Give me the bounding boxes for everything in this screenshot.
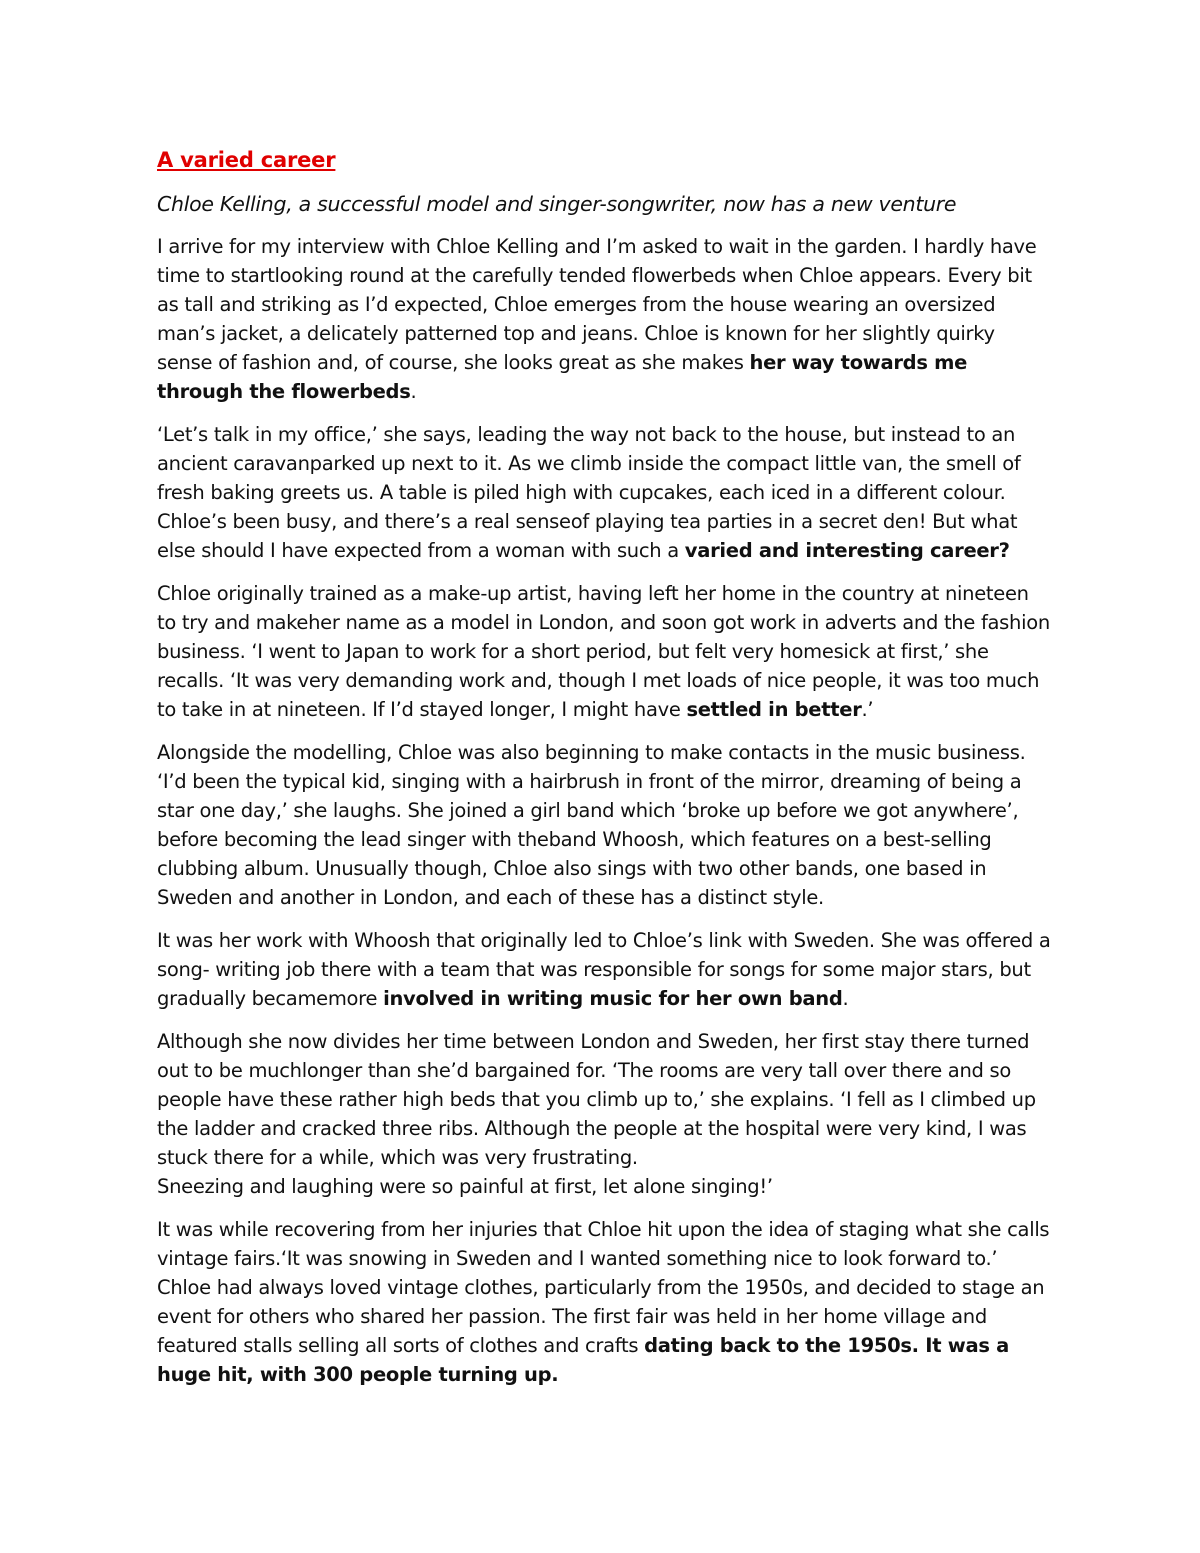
paragraph-emphasis: involved in writing music for her own band [383,987,843,1010]
paragraph-text: It was while recovering from her injuries that Chloe hit upon the idea of staging what she calls vintage fairs.‘It was snowing in Sweden and I wanted something nice to look forward to.’ Chloe had always loved vintage clothes, particularly from the 1950s, and decided to stage an event for others who shared her passion. The first fair was held in her home village and featured stalls selling all sorts of clothes and crafts [157,1218,1050,1357]
article [157,146,1052,1403]
paragraph-text: Although she now divides her time between London and Sweden, her first stay there turned out to be muchlonger than she’d bargained for. ‘The rooms are very tall over there and so people have these rather high beds that you climb up to,’ she explains. ‘I fell as I climbed up the ladder and cracked three ribs. Although the people at the hospital were very kind, I was stuck there for a while, which was very frustrating. [157,1030,1036,1169]
paragraph-text: ‘Let’s talk in my office,’ she says, leading the way not back to the house, but instead to an ancient caravanparked up next to it. As we climb inside the compact little van, the smell of fresh baking greets us. A table is piled high with cupcakes, each iced in a different colour. Chloe’s been busy, and there’s a real senseof playing tea parties in a secret den! But what else should I have expected from a woman with such a [157,423,1021,562]
paragraph-text-end: . [842,987,849,1010]
paragraph-emphasis: dating back to the 1950s. It was a huge hit, with 300 people turning up. [157,1334,1009,1386]
paragraph-2 [157,420,1052,565]
paragraph-text: Sneezing and laughing were so painful at first, let alone singing!’ [157,1175,773,1198]
paragraph-8 [157,1215,1052,1389]
paragraph-1 [157,232,1052,406]
article-title: A varied career [157,148,336,172]
paragraph-text: I arrive for my interview with Chloe Kelling and I’m asked to wait in the garden. I hardly have time to startlooking round at the carefully tended flowerbeds when Chloe appears. Every bit as tall and striking as I’d expected, Chloe emerges from the house wearing an oversized man’s jacket, a delicately patterned top and jeans. Chloe is known for her slightly quirky sense of fashion and, of course, she looks great as she makes [157,235,1037,374]
paragraph-emphasis: settled in better [686,698,862,721]
paragraph-7 [157,1172,1052,1201]
paragraph-4 [157,738,1052,912]
paragraph-text-end: . [410,380,417,403]
paragraph-text: It was her work with Whoosh that originally led to Chloe’s link with Sweden. She was offered a song- writing job there with a team that was responsible for songs for some major stars, but gradually becamemore [157,929,1051,1010]
paragraph-6 [157,1027,1052,1172]
paragraph-emphasis: varied and interesting career? [684,539,1010,562]
paragraph-3 [157,579,1052,724]
paragraph-emphasis: her way towards me through the flowerbeds [157,351,968,403]
paragraph-5 [157,926,1052,1013]
article-subtitle: Chloe Kelling, a successful model and singer-songwriter, now has a new venture [157,192,957,216]
paragraph-text-end: .’ [861,698,874,721]
paragraph-text: Alongside the modelling, Chloe was also beginning to make contacts in the music business. ‘I’d been the typical kid, singing with a hairbrush in front of the mirror, dreaming of being a star one day,’ she laughs. She joined a girl band which ‘broke up before we got anywhere’, before becoming the lead singer with theband Whoosh, which features on a best-selling clubbing album. Unusually though, Chloe also sings with two other bands, one based in Sweden and another in London, and each of these has a distinct style. [157,741,1026,909]
paragraph-text: Chloe originally trained as a make-up artist, having left her home in the country at nineteen to try and makeher name as a model in London, and soon got work in adverts and the fashion business. ‘I went to Japan to work for a short period, but felt very homesick at first,’ she recalls. ‘It was very demanding work and, though I met loads of nice people, it was too much to take in at nineteen. If I’d stayed longer, I might have [157,582,1050,721]
